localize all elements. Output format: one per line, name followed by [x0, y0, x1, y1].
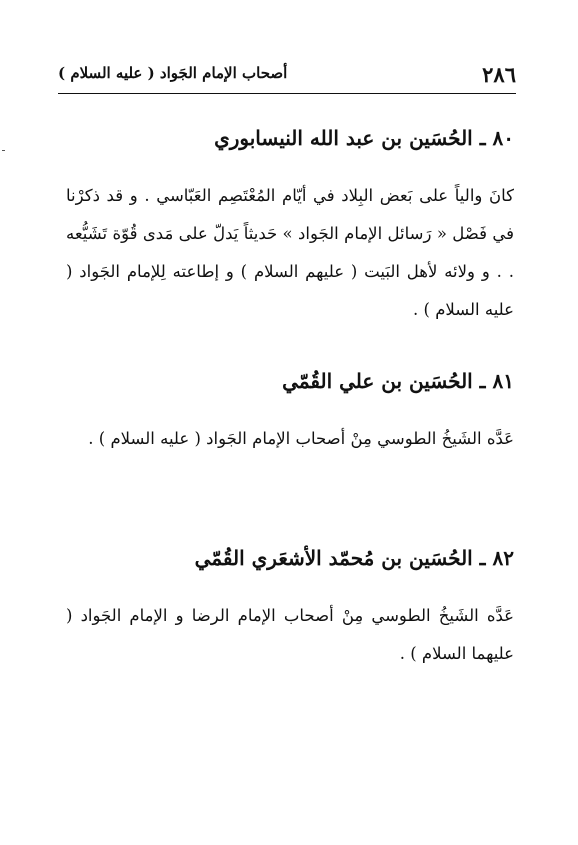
entry-heading: ٨٠ ـ الحُسَين بن عبد الله النيسابوري — [214, 126, 514, 150]
entry-heading: ٨٢ ـ الحُسَين بن مُحمّد الأشعَري القُمّي — [194, 546, 514, 570]
margin-mark — [2, 150, 5, 151]
running-title: أصحاب الإمام الجَواد ( عليه السلام ) — [58, 64, 288, 82]
page-number: ٢٨٦ — [482, 62, 516, 87]
header-rule — [58, 93, 516, 94]
entry-80 — [66, 125, 514, 346]
entry-text: عَدَّه الشَيخُ الطوسي مِنْ أصحاب الإمام الرضا و الإمام الجَواد ( عليهما السلام ) . — [66, 606, 514, 663]
entry-81 — [66, 368, 514, 475]
page-header — [58, 58, 516, 92]
entry-text: كانَ والياً على بَعض البِلاد في أيّام المُعْتَصِم العَبّاسي . و قد ذكرْنا في فَصْل « رَسائل الإمام الجَواد » حَديثاً يَدلّ على مَدى قُوّة تَشَيُّعه . . و ولائه لأهل البَيت ( عليهم السلام ) و إطاعته لِلإمام الجَواد ( عليه السلام ) . — [66, 186, 514, 319]
entry-82 — [66, 545, 514, 690]
entry-heading: ٨١ ـ الحُسَين بن علي القُمّي — [282, 369, 514, 393]
entry-text: عَدَّه الشَيخُ الطوسي مِنْ أصحاب الإمام الجَواد ( عليه السلام ) . — [88, 429, 514, 448]
